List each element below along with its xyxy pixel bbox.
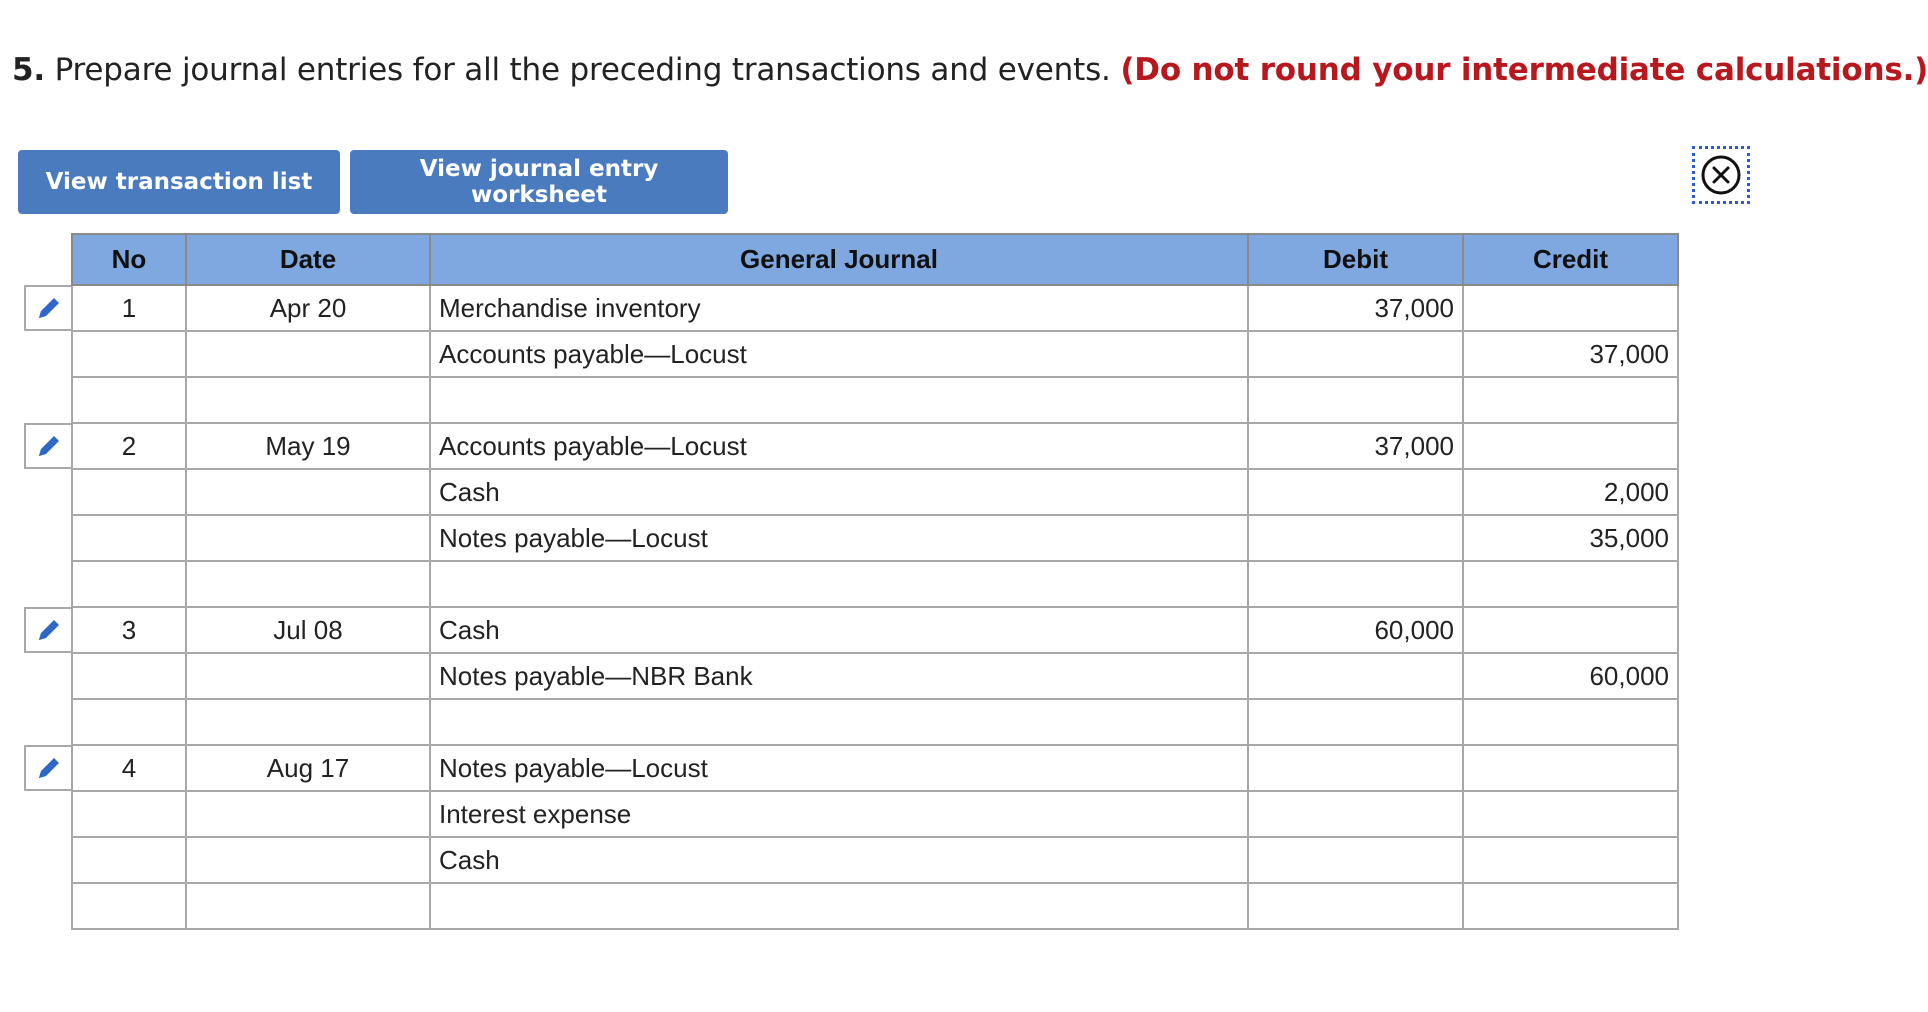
cell-debit: 37,000 [1248,285,1463,331]
header-credit: Credit [1463,234,1678,285]
general-journal-table [71,233,1679,930]
cell-debit [1248,745,1463,791]
cell-credit [1463,883,1678,929]
cell-credit: 60,000 [1463,653,1678,699]
header-date: Date [186,234,430,285]
table-row [72,607,1678,653]
header-general-journal: General Journal [430,234,1248,285]
cell-credit: 2,000 [1463,469,1678,515]
cell-credit [1463,745,1678,791]
cell-account [430,561,1248,607]
close-circle-icon [1700,154,1742,196]
cell-debit [1248,791,1463,837]
cell-date [186,331,430,377]
table-row [72,469,1678,515]
table-row [72,423,1678,469]
table-row [72,791,1678,837]
cell-debit: 60,000 [1248,607,1463,653]
cell-credit: 37,000 [1463,331,1678,377]
cell-account: Accounts payable—Locust [430,423,1248,469]
close-button[interactable] [1692,146,1750,204]
cell-date [186,883,430,929]
cell-no: 2 [72,423,186,469]
cell-no: 4 [72,745,186,791]
cell-credit [1463,285,1678,331]
cell-account: Cash [430,469,1248,515]
cell-date [186,837,430,883]
cell-date [186,699,430,745]
cell-debit [1248,331,1463,377]
cell-credit [1463,837,1678,883]
cell-debit [1248,883,1463,929]
cell-no [72,699,186,745]
table-row [72,883,1678,929]
table-row [72,699,1678,745]
cell-no [72,653,186,699]
question-text: Prepare journal entries for all the preceding transactions and events. [44,52,1121,88]
table-row [72,837,1678,883]
cell-date [186,791,430,837]
header-debit: Debit [1248,234,1463,285]
cell-debit [1248,561,1463,607]
cell-date [186,561,430,607]
view-transaction-list-button[interactable]: View transaction list [18,150,340,214]
cell-account [430,699,1248,745]
cell-account: Notes payable—Locust [430,515,1248,561]
edit-entry-button-3[interactable] [24,607,71,653]
table-row [72,745,1678,791]
cell-credit [1463,791,1678,837]
cell-date: Aug 17 [186,745,430,791]
pencil-icon [35,754,63,782]
cell-debit [1248,653,1463,699]
cell-no [72,469,186,515]
cell-no [72,883,186,929]
cell-account: Interest expense [430,791,1248,837]
table-row [72,331,1678,377]
rounding-warning: (Do not round your intermediate calculations.) [1120,52,1928,88]
cell-no: 3 [72,607,186,653]
cell-account: Cash [430,837,1248,883]
table-row [72,515,1678,561]
cell-credit [1463,377,1678,423]
cell-account: Notes payable—Locust [430,745,1248,791]
edit-entry-button-2[interactable] [24,423,71,469]
table-row [72,653,1678,699]
edit-entry-button-4[interactable] [24,745,71,791]
view-journal-entry-worksheet-button[interactable]: View journal entry worksheet [350,150,728,214]
cell-account: Cash [430,607,1248,653]
table-row [72,285,1678,331]
cell-date [186,377,430,423]
cell-date [186,469,430,515]
cell-no [72,561,186,607]
cell-debit [1248,699,1463,745]
cell-date [186,653,430,699]
pencil-icon [35,294,63,322]
table-row [72,377,1678,423]
cell-credit [1463,561,1678,607]
cell-no: 1 [72,285,186,331]
cell-account: Accounts payable—Locust [430,331,1248,377]
cell-credit: 35,000 [1463,515,1678,561]
cell-no [72,791,186,837]
cell-credit [1463,423,1678,469]
cell-debit [1248,469,1463,515]
table-row [72,561,1678,607]
cell-account [430,883,1248,929]
cell-no [72,837,186,883]
cell-debit [1248,515,1463,561]
cell-date: Apr 20 [186,285,430,331]
cell-date [186,515,430,561]
cell-debit [1248,377,1463,423]
cell-debit [1248,837,1463,883]
cell-date: Jul 08 [186,607,430,653]
cell-credit [1463,607,1678,653]
cell-credit [1463,699,1678,745]
question-number: 5. [12,52,45,88]
cell-no [72,515,186,561]
cell-date: May 19 [186,423,430,469]
edit-entry-button-1[interactable] [24,285,71,331]
header-no: No [72,234,186,285]
table-header-row [72,234,1678,285]
pencil-icon [35,432,63,460]
cell-no [72,331,186,377]
pencil-icon [35,616,63,644]
cell-debit: 37,000 [1248,423,1463,469]
cell-account: Merchandise inventory [430,285,1248,331]
instruction-text [12,50,1928,90]
cell-account: Notes payable—NBR Bank [430,653,1248,699]
cell-account [430,377,1248,423]
cell-no [72,377,186,423]
